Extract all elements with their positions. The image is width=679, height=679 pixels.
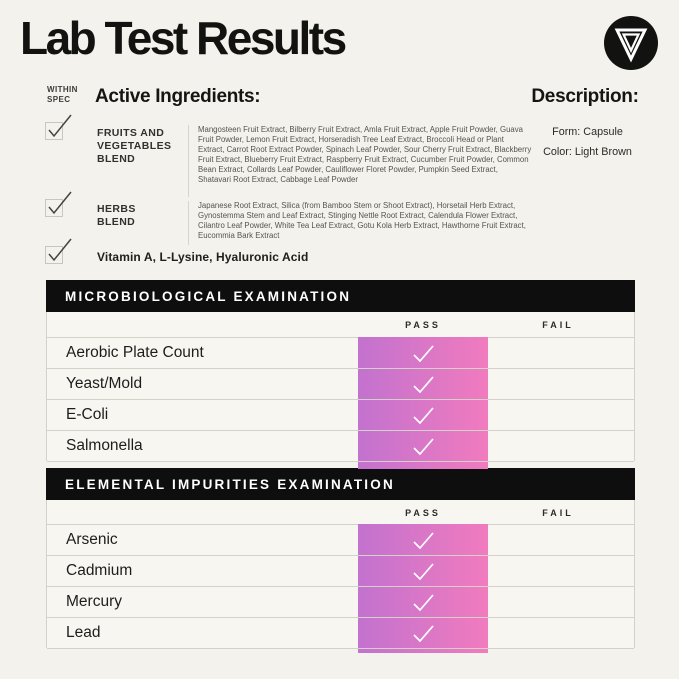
- section-title: ELEMENTAL IMPURITIES EXAMINATION: [65, 476, 395, 492]
- pass-cell: [358, 400, 488, 431]
- pass-check-icon: [410, 560, 436, 584]
- test-name: Mercury: [66, 593, 122, 610]
- pass-cell: [358, 525, 488, 556]
- herbs-blend-checkbox[interactable]: [45, 199, 63, 217]
- page-title: Lab Test Results: [20, 12, 345, 64]
- within-spec-label: WITHIN SPEC: [47, 85, 78, 104]
- table-body: [46, 337, 635, 461]
- test-name: E-Coli: [66, 406, 109, 423]
- pass-check-icon: [410, 404, 436, 428]
- fail-cell: [493, 338, 623, 369]
- fail-column-header: FAIL: [542, 507, 574, 518]
- table-row: [47, 369, 634, 400]
- table-row: [47, 431, 634, 462]
- pass-check-icon: [410, 622, 436, 646]
- fail-cell: [493, 556, 623, 587]
- table-row: [47, 525, 634, 556]
- fail-cell: [493, 587, 623, 618]
- pass-cell: [358, 431, 488, 462]
- table-row: [47, 587, 634, 618]
- pass-column-header: PASS: [405, 319, 441, 330]
- fruits-blend-ingredients: Mangosteen Fruit Extract, Bilberry Fruit Extract, Amla Fruit Extract, Apple Fruit Powder, Guava Fruit Powder, Lemon Fruit Extract, Horseradish Tree Leaf Extract, Broccoli Head or Plant Extract, Carrot Root Extract Powder, Spinach Leaf Powder, Sour Cherry Fruit Extract, Blackberry Fruit Extract, Blueberry Fruit Extract, Raspberry Fruit Extract, Cucumber Fruit Powder, Common Bean Extract, Collards Leaf Powder, Cauliflower Floret Powder, Pumpkin Seed Extract, Shatavari Root Extract, Cabbage Leaf Powder: [188, 125, 532, 197]
- fruits-blend-checkbox[interactable]: [45, 122, 63, 140]
- test-name: Arsenic: [66, 531, 118, 548]
- table-row: [47, 338, 634, 369]
- pass-cell: [358, 369, 488, 400]
- pass-check-icon: [410, 529, 436, 553]
- vitamins-label: Vitamin A, L-Lysine, Hyaluronic Acid: [97, 250, 309, 264]
- test-name: Salmonella: [66, 437, 143, 454]
- herbs-blend-label: HERBS BLEND: [97, 203, 136, 228]
- table-body: [46, 524, 635, 648]
- description-heading: Description:: [531, 86, 639, 107]
- test-name: Yeast/Mold: [66, 375, 143, 392]
- herbs-blend-ingredients: Japanese Root Extract, Silica (from Bamboo Stem or Shoot Extract), Horsetail Herb Extract, Gynostemma Stem and Leaf Extract, Stinging Nettle Root Extract, Calendula Flower Extract, Cilantro Leaf Powder, White Tea Leaf Extract, Gotu Kola Herb Extract, Hawthorne Fruit Extract, Eucommia Bark Extract: [188, 201, 532, 245]
- column-headers: [46, 312, 635, 337]
- fail-cell: [493, 525, 623, 556]
- elemental-impurities-section: [46, 468, 635, 648]
- fail-column-header: FAIL: [542, 319, 574, 330]
- vitamins-checkbox[interactable]: [45, 246, 63, 264]
- section-title: MICROBIOLOGICAL EXAMINATION: [65, 288, 352, 304]
- fruits-blend-label: FRUITS AND VEGETABLES BLEND: [97, 127, 172, 165]
- microbiological-section: [46, 280, 635, 461]
- fail-cell: [493, 369, 623, 400]
- brand-triangle-logo: [603, 15, 659, 71]
- pass-check-icon: [410, 591, 436, 615]
- pass-check-icon: [410, 373, 436, 397]
- table-row: [47, 400, 634, 431]
- check-icon: [46, 236, 74, 266]
- description-form-value: Form: Capsule: [552, 126, 623, 138]
- table-row: [47, 556, 634, 587]
- column-headers: [46, 500, 635, 524]
- section-title-bar: [46, 280, 635, 312]
- check-icon: [46, 112, 74, 142]
- test-name: Cadmium: [66, 562, 133, 579]
- test-name: Aerobic Plate Count: [66, 344, 204, 361]
- fail-cell: [493, 618, 623, 649]
- pass-cell: [358, 338, 488, 369]
- fail-cell: [493, 431, 623, 462]
- pass-column-header: PASS: [405, 507, 441, 518]
- description-color-value: Color: Light Brown: [543, 146, 632, 158]
- brand-triangle-icon: [603, 15, 659, 71]
- active-ingredients-heading: Active Ingredients:: [95, 86, 261, 107]
- section-title-bar: [46, 468, 635, 500]
- check-icon: [46, 189, 74, 219]
- pass-cell: [358, 587, 488, 618]
- pass-cell: [358, 618, 488, 649]
- pass-cell: [358, 556, 488, 587]
- table-row: [47, 618, 634, 649]
- pass-check-icon: [410, 342, 436, 366]
- test-name: Lead: [66, 624, 101, 641]
- fail-cell: [493, 400, 623, 431]
- pass-check-icon: [410, 435, 436, 459]
